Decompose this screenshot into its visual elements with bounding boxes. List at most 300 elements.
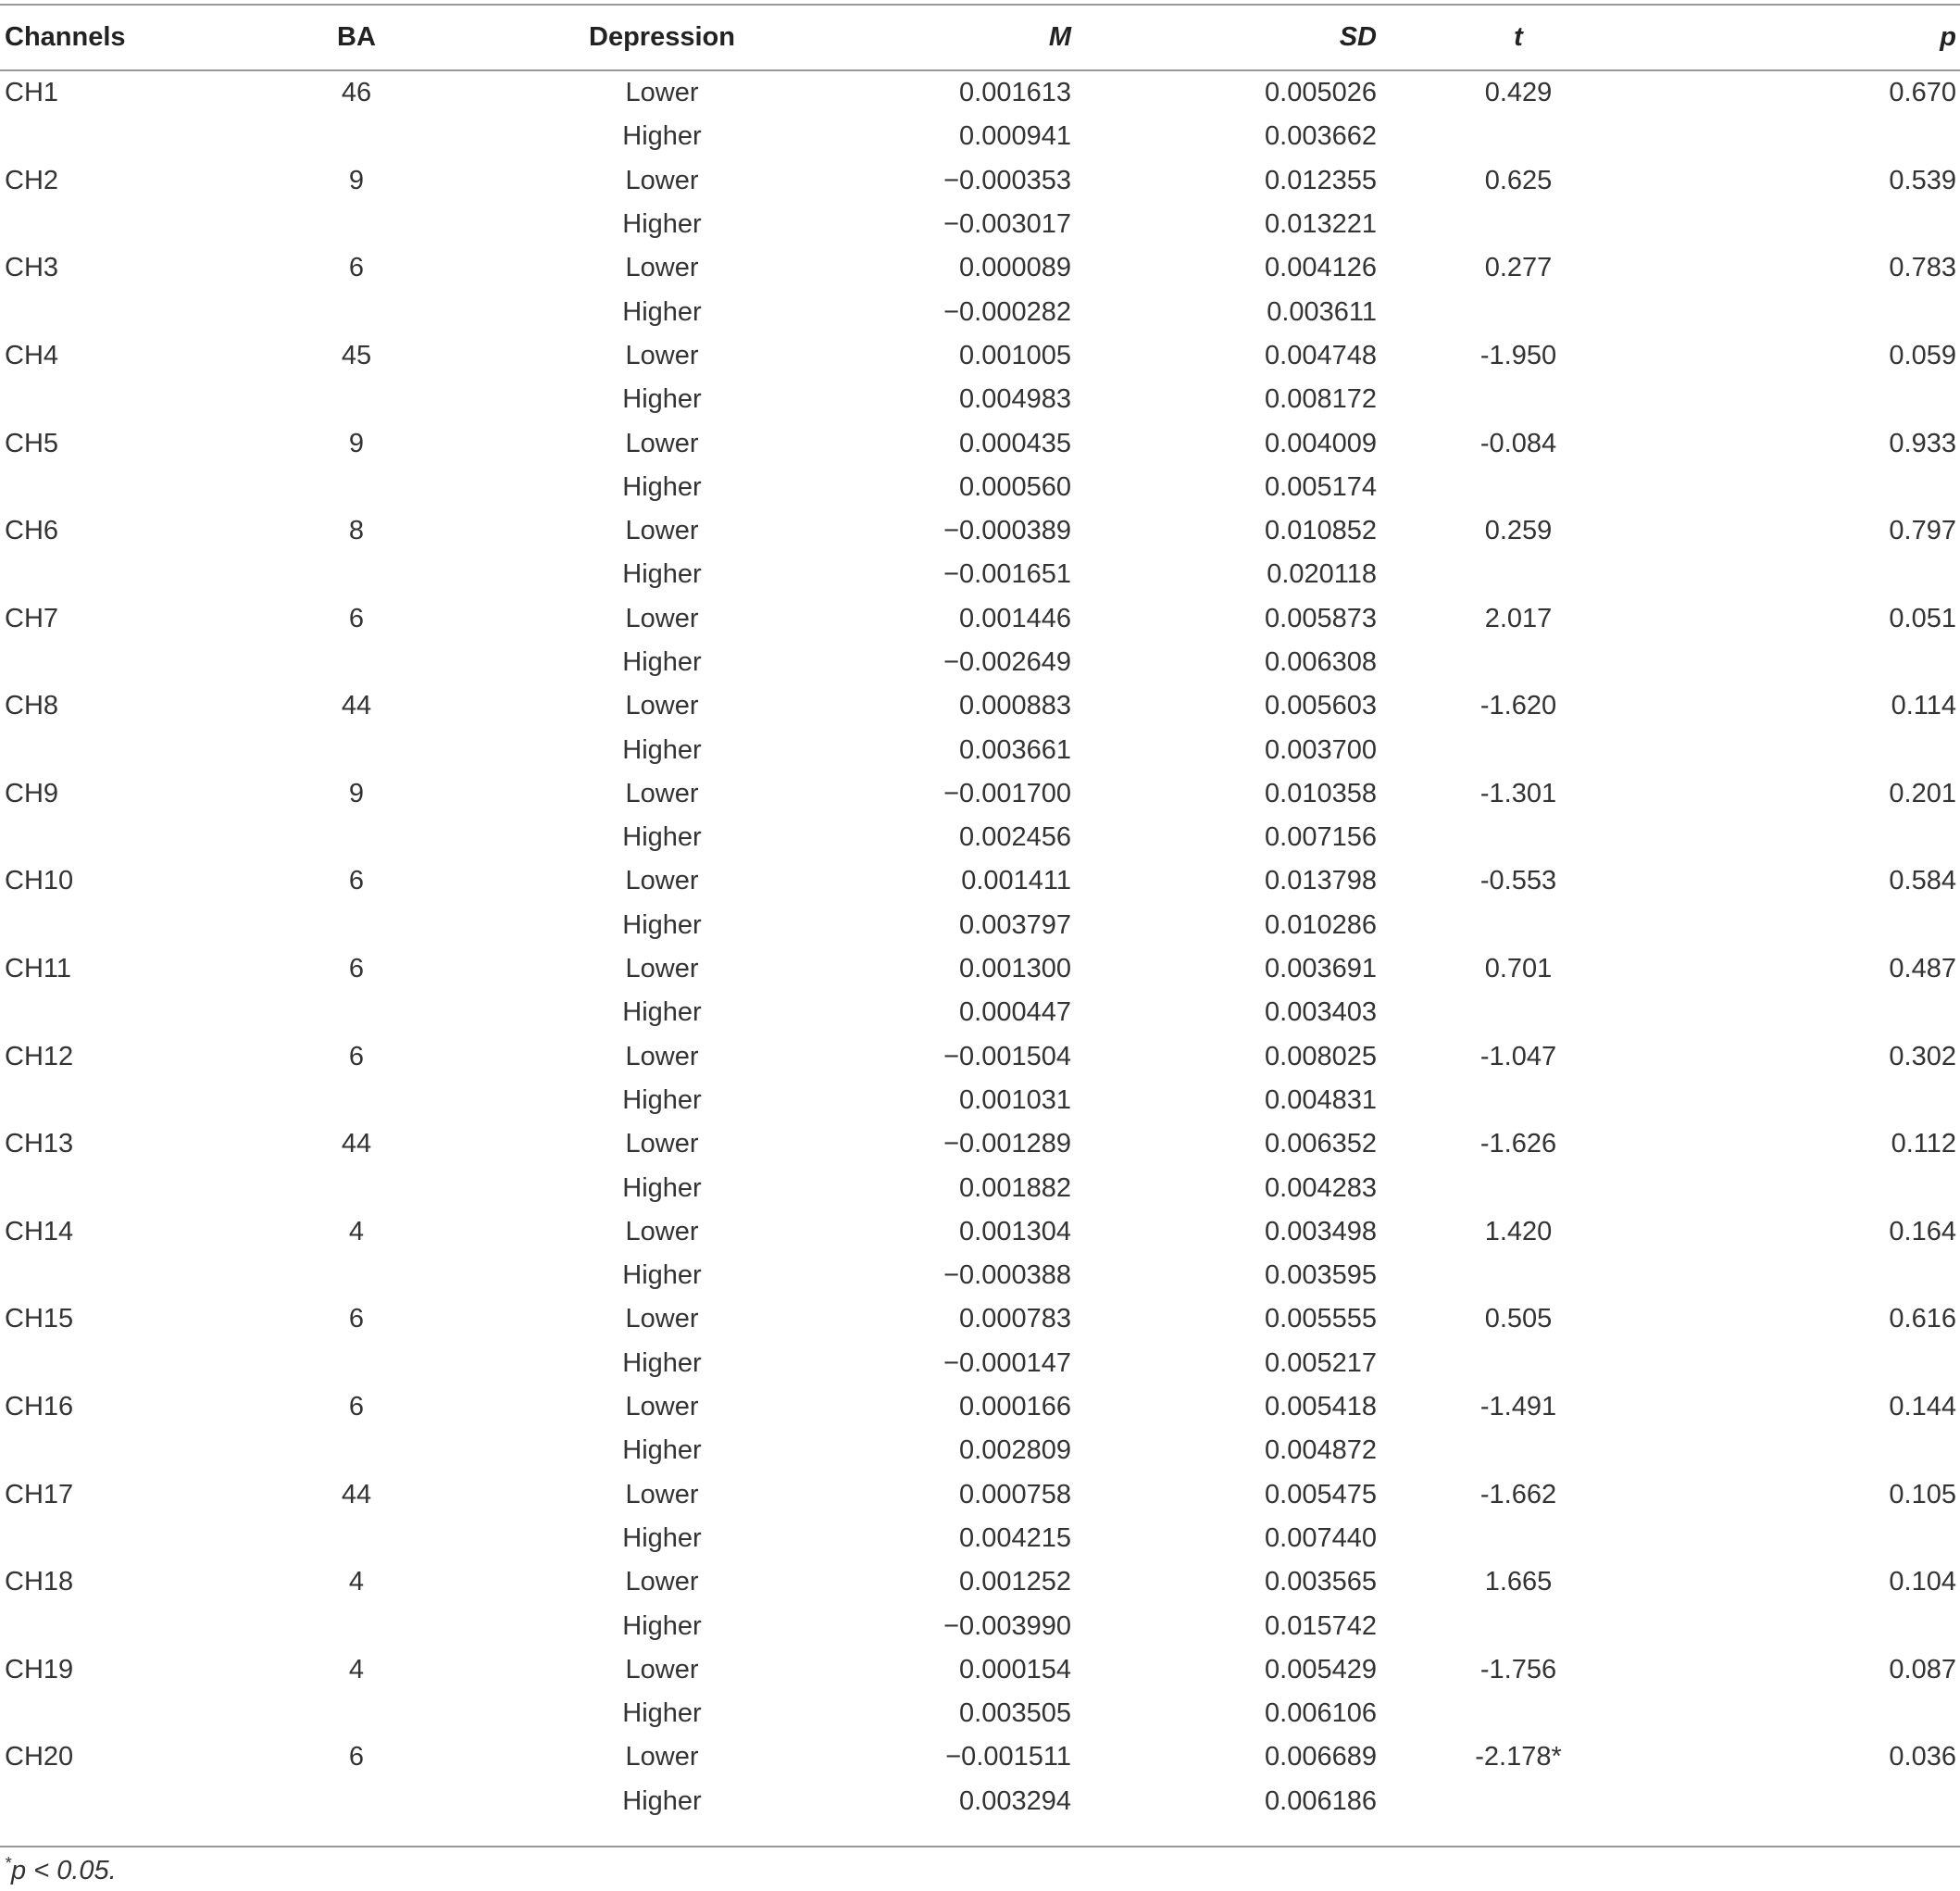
cell-m: −0.000282 — [943, 296, 1071, 327]
footnote-marker: * — [5, 1854, 12, 1872]
cell-m: −0.001511 — [945, 1742, 1071, 1772]
cell-m: −0.000147 — [943, 1347, 1071, 1378]
cell-p — [1657, 991, 1960, 1034]
cell-sd: 0.013221 — [1265, 209, 1377, 240]
cell-p: 0.036 — [1889, 1742, 1956, 1772]
cell-p — [1657, 290, 1960, 333]
table-row — [0, 1604, 1960, 1647]
cell-m: −0.000353 — [943, 165, 1071, 195]
table-row — [0, 1692, 1960, 1735]
cell-ba — [222, 115, 491, 158]
cell-sd: 0.003595 — [1265, 1260, 1377, 1291]
cell-depression: Lower — [625, 340, 699, 370]
cell-channel: CH16 — [5, 1392, 74, 1422]
cell-sd: 0.004009 — [1265, 428, 1377, 458]
cell-sd: 0.005555 — [1265, 1304, 1377, 1334]
cell-depression: Higher — [622, 384, 702, 415]
cell-t: -2.178* — [1475, 1742, 1562, 1772]
cell-ba: 6 — [348, 954, 365, 984]
cell-ba — [222, 1429, 491, 1472]
cell-m: 0.003505 — [959, 1698, 1071, 1729]
cell-depression: Lower — [625, 78, 699, 108]
cell-t — [1379, 1604, 1657, 1647]
cell-m: 0.004983 — [959, 384, 1071, 415]
cell-channel: CH14 — [5, 1216, 74, 1246]
cell-channel — [0, 1342, 222, 1385]
cell-depression: Lower — [625, 1567, 699, 1597]
cell-m: 0.000783 — [959, 1304, 1071, 1334]
cell-t — [1379, 1166, 1657, 1209]
cell-ba: 46 — [341, 78, 372, 108]
cell-t: -0.084 — [1479, 428, 1557, 458]
cell-m: −0.001700 — [943, 778, 1071, 808]
cell-ba: 4 — [348, 1567, 365, 1597]
cell-sd: 0.004748 — [1265, 340, 1377, 370]
cell-channel — [0, 1517, 222, 1560]
cell-channel — [0, 290, 222, 333]
table-row — [0, 159, 1960, 203]
cell-channel — [0, 1079, 222, 1122]
cell-ba: 6 — [348, 253, 365, 283]
cell-t — [1379, 290, 1657, 333]
cell-depression: Higher — [622, 1698, 702, 1729]
cell-sd: 0.006308 — [1265, 647, 1377, 677]
table-row — [0, 772, 1960, 816]
cell-sd: 0.003691 — [1265, 954, 1377, 984]
cell-ba: 9 — [348, 428, 365, 458]
cell-sd: 0.005603 — [1265, 691, 1377, 721]
cell-depression: Lower — [625, 866, 699, 896]
footnote-text: p < 0.05. — [11, 1856, 117, 1885]
cell-t: -1.301 — [1479, 778, 1557, 808]
cell-ba: 6 — [348, 1041, 365, 1071]
cell-m: 0.000447 — [959, 997, 1071, 1028]
cell-channel: CH9 — [5, 778, 59, 808]
cell-sd: 0.004283 — [1265, 1172, 1377, 1203]
cell-t: 0.625 — [1484, 165, 1553, 195]
cell-t — [1379, 1780, 1657, 1823]
cell-sd: 0.007440 — [1265, 1522, 1377, 1553]
cell-depression: Lower — [625, 516, 699, 546]
table-row — [0, 816, 1960, 859]
cell-t: 2.017 — [1484, 603, 1553, 633]
table-row — [0, 1122, 1960, 1166]
cell-ba — [222, 904, 491, 947]
cell-depression: Higher — [622, 822, 702, 853]
cell-ba — [222, 728, 491, 771]
cell-channel: CH5 — [5, 428, 59, 458]
cell-t — [1379, 378, 1657, 421]
cell-t — [1379, 641, 1657, 684]
cell-p — [1657, 1780, 1960, 1823]
cell-sd: 0.005429 — [1265, 1654, 1377, 1684]
cell-m: 0.001411 — [961, 866, 1071, 896]
cell-depression: Lower — [625, 954, 699, 984]
footnote — [5, 1856, 117, 1886]
cell-ba — [222, 1604, 491, 1647]
cell-p: 0.933 — [1889, 428, 1956, 458]
cell-channel — [0, 1166, 222, 1209]
cell-sd: 0.010852 — [1265, 516, 1377, 546]
cell-channel: CH3 — [5, 253, 59, 283]
cell-ba — [222, 1692, 491, 1735]
cell-depression: Higher — [622, 734, 702, 765]
cell-sd: 0.003498 — [1265, 1216, 1377, 1246]
cell-channel — [0, 553, 222, 596]
cell-sd: 0.003662 — [1265, 121, 1377, 152]
cell-sd: 0.010286 — [1265, 909, 1377, 940]
cell-channel — [0, 1604, 222, 1647]
cell-ba — [222, 641, 491, 684]
cell-p — [1657, 904, 1960, 947]
table-row — [0, 1780, 1960, 1823]
cell-depression: Lower — [625, 1742, 699, 1772]
cell-depression: Higher — [622, 121, 702, 152]
cell-sd: 0.003611 — [1267, 296, 1377, 327]
cell-depression: Higher — [622, 1785, 702, 1816]
cell-ba: 6 — [348, 1742, 365, 1772]
cell-m: 0.002809 — [959, 1435, 1071, 1466]
cell-depression: Lower — [625, 691, 699, 721]
header-sd: SD — [1339, 22, 1377, 52]
cell-ba — [222, 203, 491, 246]
cell-p: 0.087 — [1889, 1654, 1956, 1684]
cell-ba — [222, 1079, 491, 1122]
cell-p: 0.201 — [1889, 778, 1956, 808]
cell-sd: 0.013798 — [1265, 866, 1377, 896]
cell-ba — [222, 1342, 491, 1385]
cell-ba: 8 — [348, 516, 365, 546]
cell-channel: CH8 — [5, 691, 59, 721]
cell-ba: 44 — [341, 691, 372, 721]
table-row — [0, 991, 1960, 1034]
cell-m: −0.001504 — [943, 1041, 1071, 1071]
cell-ba — [222, 991, 491, 1034]
table-row — [0, 728, 1960, 771]
header-ba: BA — [337, 22, 376, 52]
table-row — [0, 378, 1960, 421]
cell-p: 0.104 — [1889, 1567, 1956, 1597]
cell-channel — [0, 1429, 222, 1472]
cell-t: 0.277 — [1484, 253, 1553, 283]
cell-p — [1657, 1517, 1960, 1560]
cell-t: 1.420 — [1484, 1216, 1553, 1246]
cell-channel — [0, 203, 222, 246]
table-row — [0, 553, 1960, 596]
cell-p — [1657, 1604, 1960, 1647]
cell-p — [1657, 1692, 1960, 1735]
cell-sd: 0.006106 — [1265, 1698, 1377, 1729]
header-row — [0, 6, 1960, 69]
cell-p: 0.164 — [1889, 1216, 1956, 1246]
cell-p — [1657, 115, 1960, 158]
cell-t: -0.553 — [1479, 866, 1557, 896]
table-header — [0, 6, 1960, 69]
cell-m: 0.003797 — [959, 909, 1071, 940]
table-row — [0, 947, 1960, 991]
cell-sd: 0.008025 — [1265, 1041, 1377, 1071]
table-row — [0, 1254, 1960, 1297]
cell-depression: Lower — [625, 1304, 699, 1334]
cell-p: 0.616 — [1889, 1304, 1956, 1334]
cell-depression: Lower — [625, 603, 699, 633]
cell-depression: Higher — [622, 559, 702, 590]
cell-depression: Lower — [625, 1041, 699, 1071]
cell-ba: 9 — [348, 778, 365, 808]
cell-channel: CH6 — [5, 516, 59, 546]
cell-ba: 6 — [348, 1392, 365, 1422]
cell-sd: 0.003700 — [1265, 734, 1377, 765]
table-body — [0, 69, 1960, 1823]
cell-ba — [222, 290, 491, 333]
cell-m: 0.000435 — [959, 428, 1071, 458]
cell-m: 0.000089 — [959, 253, 1071, 283]
cell-p — [1657, 1166, 1960, 1209]
cell-t — [1379, 1254, 1657, 1297]
cell-depression: Lower — [625, 1654, 699, 1684]
table-row — [0, 1429, 1960, 1472]
cell-depression: Higher — [622, 209, 702, 240]
cell-t: 1.665 — [1484, 1567, 1553, 1597]
cell-p: 0.144 — [1889, 1392, 1956, 1422]
cell-m: −0.001651 — [943, 559, 1071, 590]
cell-depression: Lower — [625, 778, 699, 808]
results-table — [0, 6, 1960, 1823]
cell-depression: Lower — [625, 1129, 699, 1159]
header-depression: Depression — [589, 22, 735, 52]
cell-channel: CH7 — [5, 603, 59, 633]
table-row — [0, 859, 1960, 903]
cell-ba: 45 — [341, 340, 372, 370]
cell-t — [1379, 728, 1657, 771]
cell-p: 0.539 — [1889, 165, 1956, 195]
cell-t: -1.626 — [1479, 1129, 1557, 1159]
cell-sd: 0.005873 — [1265, 603, 1377, 633]
cell-ba — [222, 466, 491, 509]
cell-t — [1379, 553, 1657, 596]
cell-sd: 0.015742 — [1265, 1610, 1377, 1641]
cell-channel: CH17 — [5, 1479, 74, 1509]
cell-t — [1379, 991, 1657, 1034]
cell-sd: 0.008172 — [1265, 384, 1377, 415]
cell-sd: 0.006689 — [1265, 1742, 1377, 1772]
cell-p: 0.783 — [1889, 253, 1956, 283]
cell-ba — [222, 1166, 491, 1209]
cell-p — [1657, 203, 1960, 246]
cell-ba — [222, 378, 491, 421]
cell-ba: 44 — [341, 1129, 372, 1159]
cell-p: 0.114 — [1891, 691, 1956, 721]
cell-m: 0.000941 — [959, 121, 1071, 152]
cell-t — [1379, 115, 1657, 158]
header-channels: Channels — [5, 22, 126, 52]
cell-m: −0.000389 — [943, 516, 1071, 546]
cell-sd: 0.020118 — [1267, 559, 1377, 590]
cell-t: 0.429 — [1484, 78, 1553, 108]
cell-p — [1657, 816, 1960, 859]
cell-p — [1657, 553, 1960, 596]
cell-t: -1.662 — [1479, 1479, 1557, 1509]
cell-sd: 0.004831 — [1265, 1084, 1377, 1115]
cell-sd: 0.003403 — [1265, 997, 1377, 1028]
cell-depression: Higher — [622, 909, 702, 940]
cell-p: 0.059 — [1889, 340, 1956, 370]
cell-t — [1379, 203, 1657, 246]
cell-t: 0.701 — [1484, 954, 1553, 984]
table-row — [0, 1560, 1960, 1604]
table-row — [0, 641, 1960, 684]
table-row — [0, 1210, 1960, 1254]
cell-sd: 0.005475 — [1265, 1479, 1377, 1509]
cell-depression: Higher — [622, 1347, 702, 1378]
header-m: M — [1048, 22, 1071, 52]
table-row — [0, 203, 1960, 246]
cell-t — [1379, 466, 1657, 509]
cell-m: 0.001882 — [959, 1172, 1071, 1203]
table-row — [0, 421, 1960, 465]
cell-t — [1379, 816, 1657, 859]
cell-m: 0.001005 — [959, 340, 1071, 370]
cell-channel: CH11 — [5, 954, 71, 984]
cell-channel — [0, 816, 222, 859]
cell-channel — [0, 115, 222, 158]
cell-channel — [0, 728, 222, 771]
table-row — [0, 1735, 1960, 1779]
cell-ba — [222, 1517, 491, 1560]
cell-p: 0.487 — [1889, 954, 1956, 984]
table-row — [0, 466, 1960, 509]
cell-channel — [0, 1254, 222, 1297]
cell-p — [1657, 1254, 1960, 1297]
cell-sd: 0.005026 — [1265, 78, 1377, 108]
cell-channel — [0, 466, 222, 509]
cell-p: 0.112 — [1891, 1129, 1956, 1159]
cell-ba: 4 — [348, 1654, 365, 1684]
table-row — [0, 1517, 1960, 1560]
cell-ba: 4 — [348, 1216, 365, 1246]
cell-m: −0.001289 — [943, 1129, 1071, 1159]
table-row — [0, 904, 1960, 947]
table-row — [0, 1297, 1960, 1341]
table-row — [0, 597, 1960, 641]
cell-p — [1657, 1079, 1960, 1122]
cell-depression: Higher — [622, 1522, 702, 1553]
table-row — [0, 290, 1960, 333]
cell-channel: CH19 — [5, 1654, 74, 1684]
cell-channel — [0, 1692, 222, 1735]
cell-ba — [222, 1780, 491, 1823]
cell-channel: CH10 — [5, 866, 74, 896]
cell-ba — [222, 553, 491, 596]
cell-m: 0.000560 — [959, 471, 1071, 502]
header-t: t — [1514, 22, 1523, 52]
table-row — [0, 115, 1960, 158]
cell-m: 0.001613 — [959, 78, 1071, 108]
cell-channel: CH15 — [5, 1304, 74, 1334]
cell-channel — [0, 991, 222, 1034]
cell-p — [1657, 466, 1960, 509]
cell-m: 0.001304 — [959, 1216, 1071, 1246]
cell-depression: Higher — [622, 997, 702, 1028]
cell-t: -1.047 — [1479, 1041, 1557, 1071]
cell-m: 0.002456 — [959, 822, 1071, 853]
cell-t — [1379, 1517, 1657, 1560]
cell-m: 0.000883 — [959, 691, 1071, 721]
cell-m: −0.003017 — [943, 209, 1071, 240]
cell-m: 0.000154 — [959, 1654, 1071, 1684]
cell-depression: Lower — [625, 1392, 699, 1422]
table-row — [0, 1035, 1960, 1079]
header-p: p — [1940, 22, 1956, 52]
cell-p: 0.051 — [1889, 603, 1956, 633]
cell-sd: 0.012355 — [1265, 165, 1377, 195]
cell-ba: 6 — [348, 866, 365, 896]
cell-channel: CH13 — [5, 1129, 74, 1159]
cell-m: 0.000166 — [959, 1392, 1071, 1422]
cell-m: 0.001300 — [959, 954, 1071, 984]
cell-sd: 0.004872 — [1265, 1435, 1377, 1466]
cell-sd: 0.006352 — [1265, 1129, 1377, 1159]
cell-m: 0.001252 — [959, 1567, 1071, 1597]
cell-depression: Higher — [622, 1172, 702, 1203]
cell-sd: 0.010358 — [1265, 778, 1377, 808]
cell-p — [1657, 728, 1960, 771]
cell-channel — [0, 378, 222, 421]
table-row — [0, 1473, 1960, 1517]
cell-sd: 0.004126 — [1265, 253, 1377, 283]
cell-channel: CH12 — [5, 1041, 74, 1071]
table-row — [0, 1342, 1960, 1385]
cell-m: 0.000758 — [959, 1479, 1071, 1509]
cell-ba — [222, 1254, 491, 1297]
cell-channel: CH4 — [5, 340, 59, 370]
cell-t — [1379, 1429, 1657, 1472]
cell-t: -1.756 — [1479, 1654, 1557, 1684]
table-row — [0, 1648, 1960, 1692]
cell-m: −0.000388 — [943, 1260, 1071, 1291]
cell-p — [1657, 1342, 1960, 1385]
cell-depression: Higher — [622, 1610, 702, 1641]
cell-depression: Lower — [625, 165, 699, 195]
cell-sd: 0.005217 — [1265, 1347, 1377, 1378]
cell-t: -1.491 — [1479, 1392, 1557, 1422]
cell-channel — [0, 1780, 222, 1823]
cell-sd: 0.005174 — [1265, 471, 1377, 502]
cell-t — [1379, 1079, 1657, 1122]
cell-t: -1.620 — [1479, 691, 1557, 721]
cell-sd: 0.003565 — [1265, 1567, 1377, 1597]
cell-depression: Lower — [625, 428, 699, 458]
cell-depression: Higher — [622, 1084, 702, 1115]
cell-m: −0.002649 — [943, 647, 1071, 677]
cell-p: 0.670 — [1889, 78, 1956, 108]
bottom-rule — [0, 1846, 1960, 1847]
cell-channel: CH2 — [5, 165, 59, 195]
cell-m: 0.003661 — [959, 734, 1071, 765]
cell-ba: 44 — [341, 1479, 372, 1509]
cell-m: 0.004215 — [959, 1522, 1071, 1553]
cell-ba: 6 — [348, 603, 365, 633]
cell-ba: 6 — [348, 1304, 365, 1334]
table-row — [0, 509, 1960, 553]
cell-m: 0.003294 — [959, 1785, 1071, 1816]
cell-channel: CH20 — [5, 1742, 74, 1772]
cell-depression: Higher — [622, 1260, 702, 1291]
cell-t — [1379, 1692, 1657, 1735]
cell-channel — [0, 641, 222, 684]
cell-depression: Higher — [622, 1435, 702, 1466]
table-row — [0, 684, 1960, 728]
